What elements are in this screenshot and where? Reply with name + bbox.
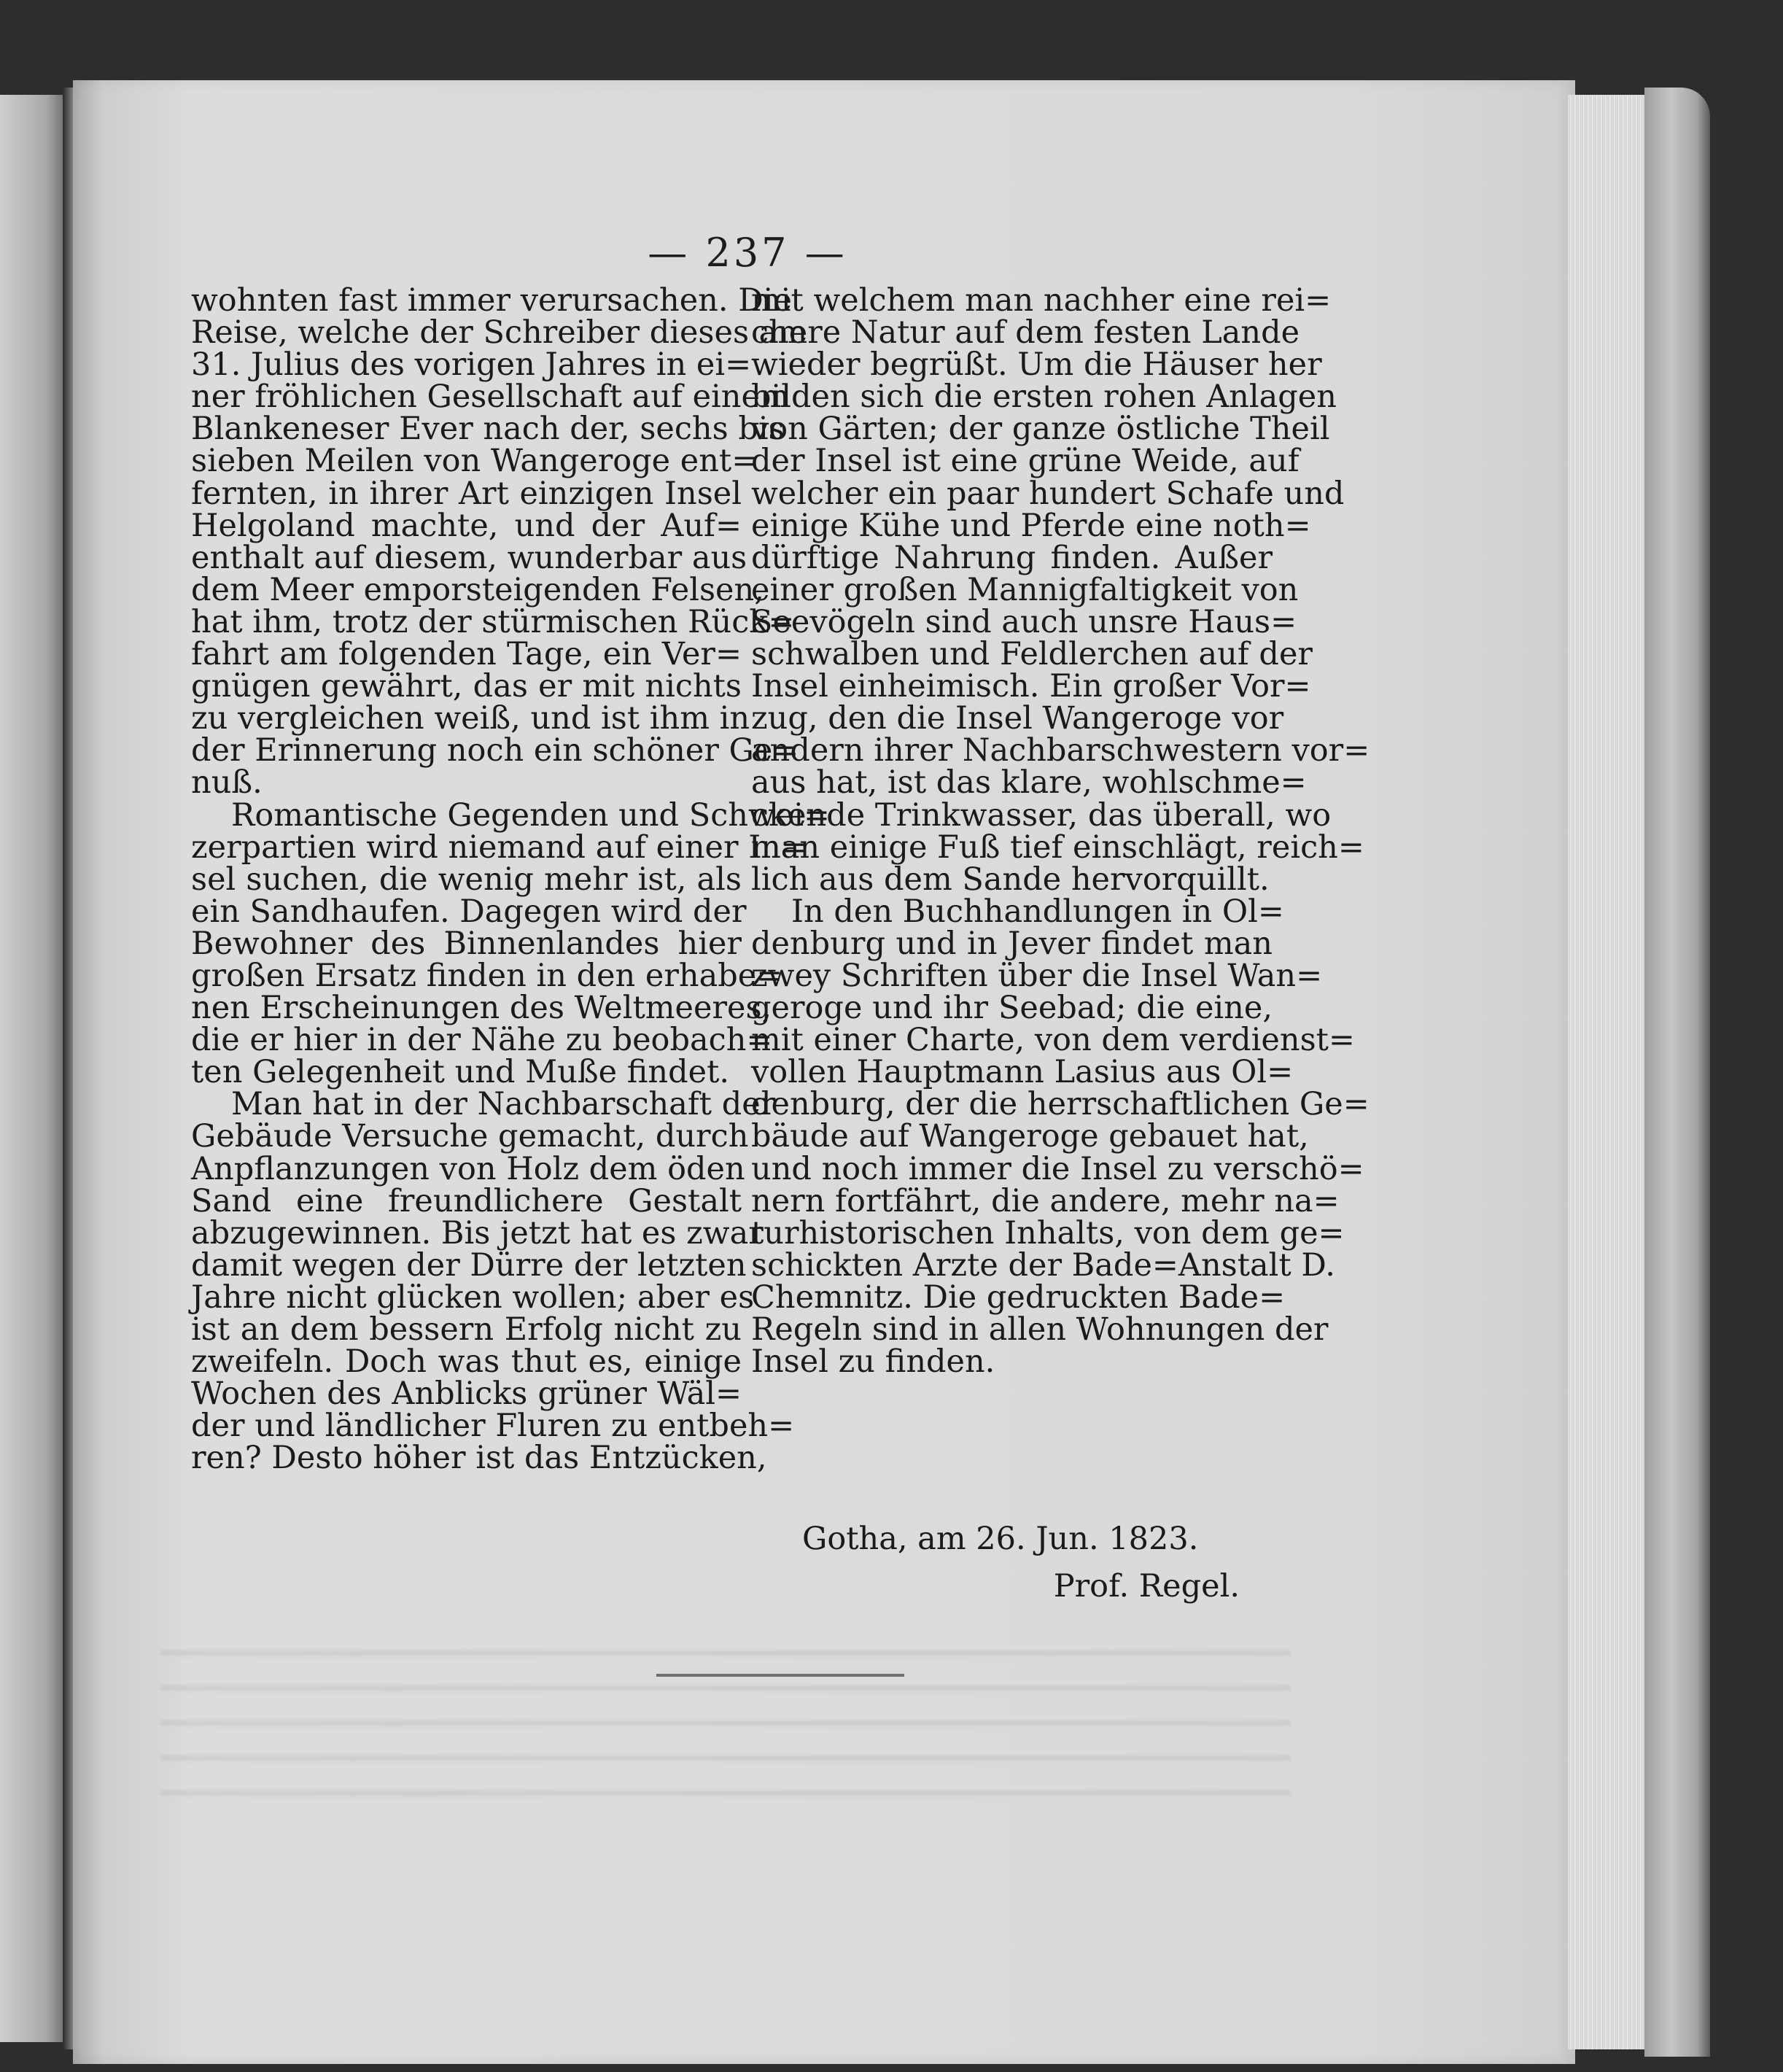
text-line: nuß. [191,764,263,802]
text-line: zug, den die Insel Wangeroge vor [751,700,1284,737]
text-line: fahrt am folgenden Tage, ein Ver= [191,636,742,673]
text-line: mit welchem man nachher eine rei= [751,282,1332,319]
text-line: der Insel ist eine grüne Weide, auf [751,443,1300,480]
text-line: Jahre nicht glücken wollen; aber es [191,1278,755,1316]
text-line: einige Kühe und Pferde eine noth= [751,507,1311,544]
text-line: denburg, der die herrschaftlichen Ge= [751,1086,1370,1123]
text-line: von Gärten; der ganze östliche Theil [751,411,1330,448]
text-line: Helgoland machte, und der Auf= [191,507,742,544]
text-line: schwalben und Feldlerchen auf der [751,636,1313,673]
text-line: Insel einheimisch. Ein großer Vor= [751,668,1311,705]
text-line: hat ihm, trotz der stürmischen Rück= [191,603,795,640]
text-line: enthalt auf diesem, wunderbar aus [191,539,747,576]
text-line: vollen Hauptmann Lasius aus Ol= [751,1054,1294,1091]
text-line: dem Meer emporsteigenden Felsen, [191,571,764,608]
text-line: ckende Trinkwasser, das überall, wo [751,796,1332,834]
text-line: Reise, welche der Schreiber dieses am [191,314,808,352]
text-line: ten Gelegenheit und Muße findet. [191,1054,730,1091]
text-line: welcher ein paar hundert Schafe und [751,475,1345,512]
text-line: Bewohner des Binnenlandes hier [191,925,742,962]
text-line: großen Ersatz finden in den erhabe= [191,957,783,994]
text-line: und noch immer die Insel zu verschö= [751,1150,1364,1187]
dateline: Gotha, am 26. Jun. 1823. [802,1521,1199,1557]
text-line: chere Natur auf dem festen Lande [751,314,1300,352]
page-number: — 237 — [648,230,847,276]
text-line: ist an dem bessern Erfolg nicht zu [191,1311,742,1348]
text-line: Sand eine freundlichere Gestalt [191,1182,742,1219]
text-line: In den Buchhandlungen in Ol= [791,893,1284,930]
text-line: Man hat in der Nachbarschaft der [231,1086,776,1123]
text-line: zerpartien wird niemand auf einer In= [191,829,807,866]
text-line: sel suchen, die wenig mehr ist, als [191,861,742,898]
text-line: andern ihrer Nachbarschwestern vor= [751,732,1370,769]
text-line: turhistorischen Inhalts, von dem ge= [751,1214,1345,1252]
text-line: abzugewinnen. Bis jetzt hat es zwar [191,1214,764,1252]
page-block-edges [1568,95,1650,2049]
section-rule [656,1674,904,1677]
text-line: geroge und ihr Seebad; die eine, [751,990,1273,1027]
text-line: wieder begrüßt. Um die Häuser her [751,346,1322,384]
text-column-right [751,282,1370,1381]
text-line: denburg und in Jever findet man [751,925,1273,962]
text-line: Insel zu finden. [751,1343,995,1381]
text-line: gnügen gewährt, das er mit nichts [191,668,742,705]
book-cover-edge [1644,88,1710,2057]
text-line: aus hat, ist das klare, wohlschme= [751,764,1307,802]
text-line: bilden sich die ersten rohen Anlagen [751,379,1337,416]
text-line: sieben Meilen von Wangeroge ent= [191,443,758,480]
text-line: man einige Fuß tief einschlägt, reich= [751,829,1364,866]
facing-page-edge [0,95,66,2042]
text-line: zweifeln. Doch was thut es, einige [191,1343,742,1381]
text-line: Regeln sind in allen Wohnungen der [751,1311,1329,1348]
author-signature: Prof. Regel. [1053,1568,1240,1605]
text-line: zu vergleichen weiß, und ist ihm in [191,700,750,737]
text-line: der Erinnerung noch ein schöner Ge= [191,732,799,769]
text-line: nen Erscheinungen des Weltmeeres, [191,990,772,1027]
text-line: mit einer Charte, von dem verdienst= [751,1022,1355,1059]
text-line: der und ländlicher Fluren zu entbeh= [191,1408,795,1445]
text-line: schickten Arzte der Bade=Anstalt D. [751,1246,1335,1284]
text-column-left [191,282,831,1477]
text-line: Gebäude Versuche gemacht, durch [191,1118,749,1155]
text-line: ren? Desto höher ist das Entzücken, [191,1440,767,1477]
text-line: nern fortfährt, die andere, mehr na= [751,1182,1340,1219]
text-line: wohnten fast immer verursachen. Die [191,282,792,319]
text-line: zwey Schriften über die Insel Wan= [751,957,1323,994]
text-line: lich aus dem Sande hervorquillt. [751,861,1270,898]
text-line: bäude auf Wangeroge gebauet hat, [751,1118,1309,1155]
text-line: Blankeneser Ever nach der, sechs bis [191,411,785,448]
text-line: Romantische Gegenden und Schwei= [231,796,831,834]
text-line: Chemnitz. Die gedruckten Bade= [751,1278,1286,1316]
text-line: Wochen des Anblicks grüner Wäl= [191,1375,742,1413]
text-line: Seevögeln sind auch unsre Haus= [751,603,1297,640]
text-line: einer großen Mannigfaltigkeit von [751,571,1299,608]
text-line: ein Sandhaufen. Dagegen wird der [191,893,747,930]
show-through-text [160,1634,1291,1801]
text-line: ner fröhlichen Gesellschaft auf einem [191,379,790,416]
text-line: 31. Julius des vorigen Jahres in ei= [191,346,752,384]
text-line: die er hier in der Nähe zu beobach= [191,1022,773,1059]
text-line: Anpflanzungen von Holz dem öden [191,1150,745,1187]
text-line: fernten, in ihrer Art einzigen Insel [191,475,742,512]
text-line: dürftige Nahrung finden. Außer [751,539,1273,576]
text-line: damit wegen der Dürre der letzten [191,1246,747,1284]
